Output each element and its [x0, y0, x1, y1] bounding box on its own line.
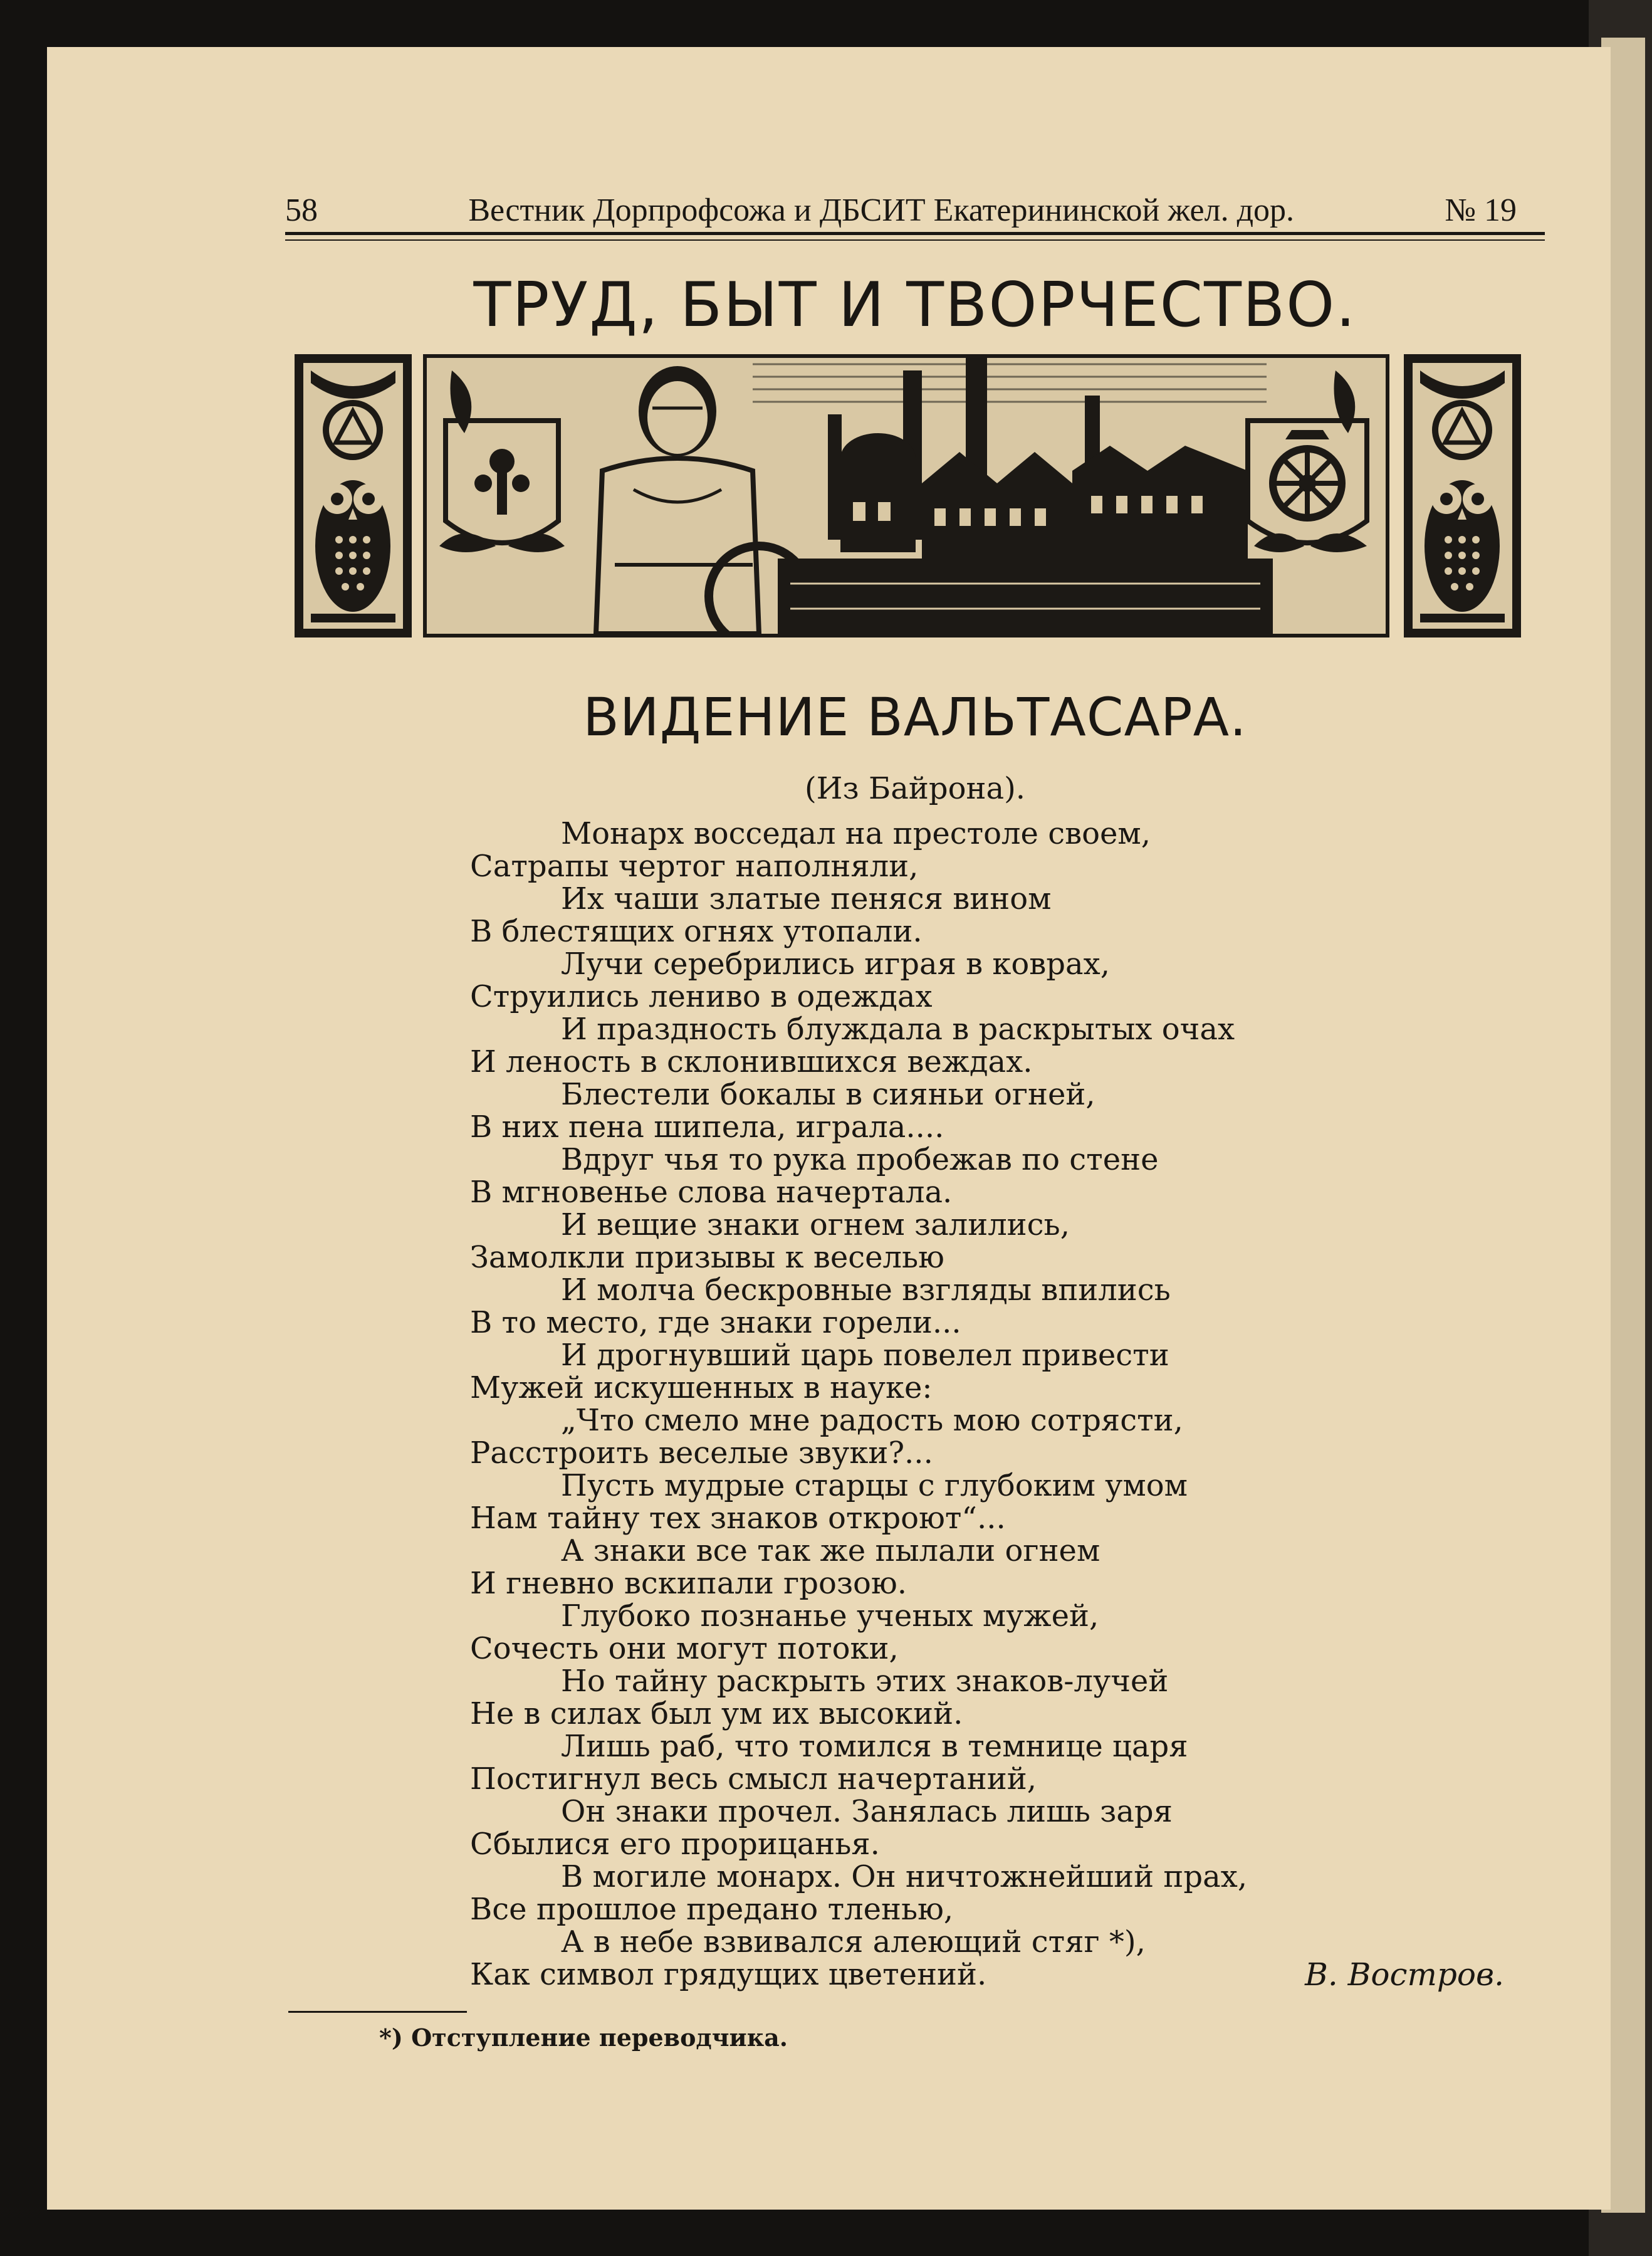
poem-line-text: Сочесть они могут потоки, [470, 1631, 899, 1666]
journal-title: Вестник Дорпрофсожа и ДБСИТ Екатерининской жел. дор. [468, 192, 1295, 228]
issue-number: № 19 [1445, 192, 1517, 228]
poem-line-text: Вдруг чья то рука пробежав по стене [561, 1142, 1159, 1177]
poem-line-text: И дрогнувший царь повелел привести [561, 1338, 1169, 1373]
poem-line [470, 1600, 1504, 1632]
poem-line-text: „Что смело мне радость мою сотрясти, [561, 1403, 1183, 1438]
poem-line-text: Сбылися его прорицанья. [470, 1827, 880, 1862]
poem-line-text: Глубоко познанье ученых мужей, [561, 1598, 1099, 1634]
poem-line [470, 1763, 1504, 1795]
poem-line [470, 1665, 1504, 1697]
poem-line-text: Монарх восседал на престоле своем, [561, 816, 1151, 851]
poem-line [470, 1372, 1504, 1404]
poem-line [470, 1828, 1504, 1860]
poem-body [470, 817, 1504, 1991]
poem-line-text: Пусть мудрые старцы с глубоким умом [561, 1468, 1188, 1503]
page-number: 58 [285, 192, 318, 228]
footnote: *) Отступление переводчика. [379, 2023, 788, 2052]
poem-line-text: И молча бескровные взгляды впились [561, 1272, 1171, 1308]
poem-line-text: Он знаки прочел. Занялась лишь заря [561, 1794, 1173, 1829]
poem-line [470, 1241, 1504, 1274]
poem-line [470, 1697, 1504, 1730]
poem-line-text: Все прошлое предано тленью, [470, 1892, 954, 1927]
poem-line [470, 1860, 1504, 1893]
decorative-banner [295, 354, 1520, 636]
poem-line-text: Лучи серебрились играя в коврах, [561, 947, 1110, 982]
poem-line-text: Их чаши златые пеняся вином [561, 881, 1052, 916]
poem-line [470, 948, 1504, 980]
poem-line-text: Лишь раб, что томился в темнице царя [561, 1729, 1188, 1764]
poem-line [470, 883, 1504, 915]
poem-line-text: Блестели бокалы в сияньи огней, [561, 1077, 1095, 1112]
poem-line-text: Замолкли призывы к веселью [470, 1240, 944, 1275]
poem-line [470, 1567, 1504, 1600]
poem-line-text: А в небе взвивался алеющий стяг *), [561, 1924, 1146, 1960]
poem-line-text: Не в силах был ум их высокий. [470, 1696, 963, 1731]
header-rule [285, 232, 1545, 235]
poem-line [470, 1209, 1504, 1241]
poem-line-text: И вещие знаки огнем залились, [561, 1207, 1070, 1242]
poem-line [470, 1958, 1504, 1991]
owl-icon [1408, 358, 1517, 634]
poem-line [470, 1926, 1504, 1958]
poem-line-text: Нам тайну тех знаков откроют“... [470, 1501, 1006, 1536]
poem-line-text: Как символ грядущих цветений. [470, 1957, 987, 1992]
poem-line-text: Постигнул весь смысл начертаний, [470, 1761, 1037, 1797]
owl-panel-right [1404, 354, 1521, 637]
poem-title: ВИДЕНИЕ ВАЛЬТАСАРА. [583, 686, 1247, 748]
poem-line-text: Но тайну раскрыть этих знаков-лучей [561, 1664, 1169, 1699]
poem-line [470, 1046, 1504, 1078]
poem-line [470, 1111, 1504, 1143]
poem-line [470, 1893, 1504, 1926]
poem-line [470, 1306, 1504, 1339]
poem-line-text: В них пена шипела, играла.... [470, 1110, 944, 1145]
poem-line [470, 1437, 1504, 1469]
poem-line-text: В блестящих огнях утопали. [470, 914, 923, 949]
header-rule-thin [285, 239, 1545, 241]
poem-line-text: Струились лениво в одеждах [470, 979, 933, 1014]
poem-line [470, 1176, 1504, 1209]
poem-line [470, 1469, 1504, 1502]
poem-line [470, 1404, 1504, 1437]
poem-line-text: В могиле монарх. Он ничтожнейший прах, [561, 1859, 1248, 1894]
poem-line [470, 1632, 1504, 1665]
poem-line [470, 1339, 1504, 1372]
poem-line [470, 1535, 1504, 1567]
poem-line [470, 915, 1504, 948]
poem-line [470, 1013, 1504, 1046]
poem-line-text: И праздность блуждала в раскрытых очах [561, 1012, 1235, 1047]
owl-panel-left [295, 354, 412, 637]
poem-line-text: В то место, где знаки горели... [470, 1305, 961, 1340]
poem-line-text: Сатрапы чертог наполняли, [470, 849, 919, 884]
footnote-rule [288, 2011, 467, 2013]
poem-line-text: Мужей искушенных в науке: [470, 1370, 933, 1405]
poem-line [470, 817, 1504, 850]
poem-line [470, 1078, 1504, 1111]
poem-line-text: В мгновенье слова начертала. [470, 1175, 953, 1210]
running-head [285, 188, 1517, 232]
poem-author: В. Востров. [1305, 1956, 1504, 1993]
worker-figure-illustration [427, 358, 1386, 634]
poem-line-text: А знаки все так же пылали огнем [561, 1533, 1100, 1568]
poem-line [470, 850, 1504, 883]
poem-line [470, 1795, 1504, 1828]
poem-line-text: И леность в склонившихся веждах. [470, 1044, 1033, 1079]
owl-icon [298, 358, 408, 634]
poem-line [470, 980, 1504, 1013]
section-title: ТРУД, БЫТ И ТВОРЧЕСТВО. [473, 270, 1357, 341]
poem-line [470, 1274, 1504, 1306]
poem-line [470, 1143, 1504, 1176]
poem-line-text: И гневно вскипали грозою. [470, 1566, 907, 1601]
poem-line-text: Расстроить веселые звуки?... [470, 1435, 933, 1471]
poem-subtitle: (Из Байрона). [804, 771, 1026, 806]
poem-line [470, 1730, 1504, 1763]
factory-illustration [423, 354, 1389, 637]
poem-line [470, 1502, 1504, 1535]
